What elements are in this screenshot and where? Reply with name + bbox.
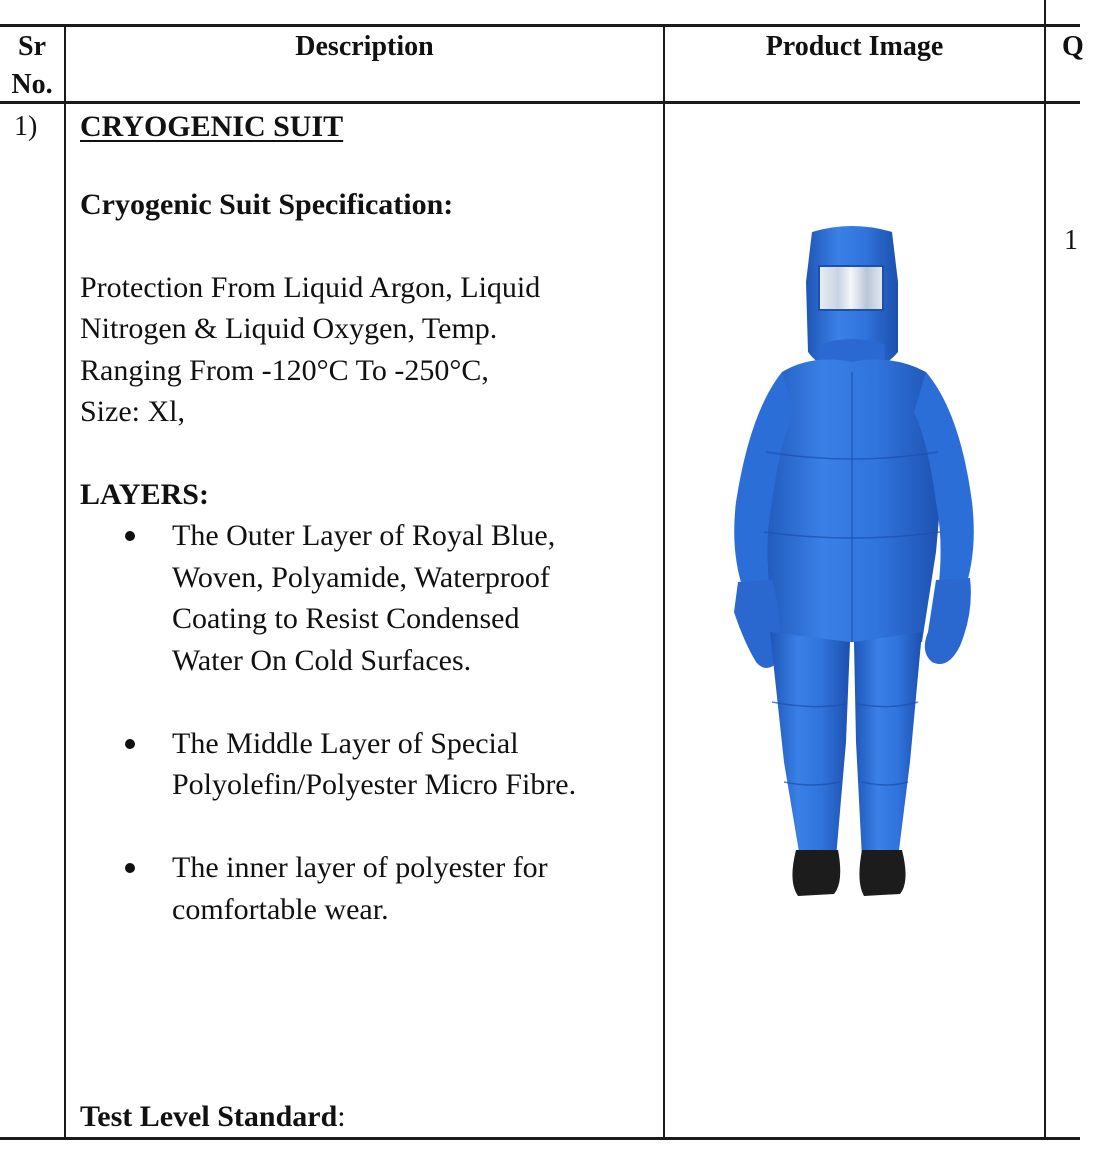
- protection-line: Ranging From -120°C To -250°C,: [80, 354, 489, 387]
- header-sr-no-line2: No.: [11, 69, 53, 100]
- header-product-image: Product Image: [765, 31, 944, 62]
- test-level-heading-colon: :: [337, 1100, 346, 1133]
- suit-right-glove: [925, 578, 971, 664]
- cryogenic-suit-image: [722, 222, 984, 907]
- table-top-border: [0, 24, 1080, 27]
- list-item-line: The Outer Layer of Royal Blue,: [172, 519, 556, 552]
- list-item-line: Woven, Polyamide, Waterproof: [172, 561, 550, 594]
- suit-left-boot: [792, 850, 840, 896]
- header-description: Description: [295, 31, 434, 62]
- bullet-icon: [125, 863, 135, 873]
- spec-heading: Cryogenic Suit Specification:: [80, 188, 454, 221]
- list-item-line: The inner layer of polyester for: [172, 851, 548, 884]
- row-sr-no: 1): [14, 111, 38, 142]
- list-item-line: Polyolefin/Polyester Micro Fibre.: [172, 768, 577, 801]
- header-sr-no: [0, 28, 64, 104]
- bullet-icon: [125, 531, 135, 541]
- list-item-line: The Middle Layer of Special: [172, 727, 519, 760]
- column-divider-desc-image: [663, 24, 665, 1140]
- list-item-line: comfortable wear.: [172, 893, 389, 926]
- row-quantity: 1: [1064, 225, 1078, 256]
- protection-line: Protection From Liquid Argon, Liquid: [80, 271, 541, 304]
- product-title: CRYOGENIC SUIT: [80, 110, 344, 143]
- header-quantity: Q: [1062, 31, 1084, 62]
- suit-left-leg: [770, 632, 850, 858]
- test-level-heading-text: Test Level Standard: [80, 1100, 338, 1133]
- list-item-line: Coating to Resist Condensed: [172, 602, 520, 635]
- bullet-icon: [125, 739, 135, 749]
- protection-line: Nitrogen & Liquid Oxygen, Temp.: [80, 312, 498, 345]
- suit-right-boot: [859, 850, 905, 896]
- suit-visor: [819, 266, 883, 310]
- suit-right-leg: [854, 632, 922, 858]
- protection-line: Size: Xl,: [80, 395, 185, 428]
- column-divider-image-qty: [1044, 0, 1046, 1140]
- layers-heading: LAYERS:: [80, 478, 209, 511]
- test-level-heading: [80, 1096, 346, 1138]
- column-divider-sr-desc: [64, 24, 66, 1140]
- header-bottom-border: [0, 101, 1080, 104]
- header-sr-no-line1: Sr: [18, 31, 46, 62]
- list-item-line: Water On Cold Surfaces.: [172, 644, 472, 677]
